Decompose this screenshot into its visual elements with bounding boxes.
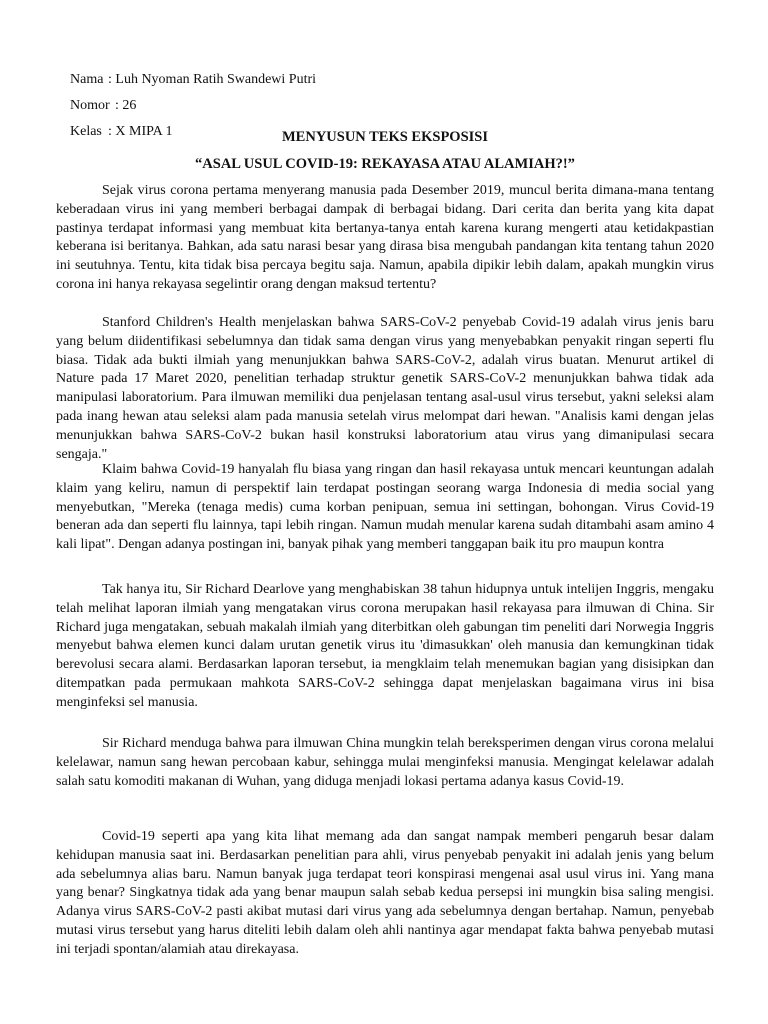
class-value: : X MIPA 1 [108, 123, 173, 139]
paragraph-intro: Sejak virus corona pertama menyerang manusia pada Desember 2019, muncul berita dimana-mana tentang keberadaan virus ini yang memberi berbagai dampak di berbagai bidang. Dari cerita dan berita yang kita dapat pastinya terdapat informasi yang membuat kita bertanya-tanya entah karena kurang mengerti atau ketidakpastian keberana isi beritanya. Bahkan, ada satu narasi besar yang dirasa bisa mengubah pandangan kita tentang tahun 2020 ini seutuhnya. Tentu, kita tidak bisa percaya begitu saja. Namun, apabila dipikir lebih dalam, apakah mungkin virus corona ini hanya rekayasa segelintir orang dengan maksud tertentu? [56, 183, 714, 292]
number-value: : 26 [115, 97, 137, 113]
paragraph-dearlove: Tak hanya itu, Sir Richard Dearlove yang menghabiskan 38 tahun hidupnya untuk intelijen Inggris, mengaku telah melihat laporan ilmiah yang mengatakan virus corona merupakan hasil rekayasa para ilmuwan di China. Sir Richard juga mengatakan, sebuah makalah ilmiah yang diterbitkan oleh gabungan tim peneliti dari Norwegia Inggris menyebut bahwa elemen kunci dalam urutan genetik virus itu 'dimasukkan' oleh manusia dan kemungkinan tidak berevolusi secara alami. Berdasarkan laporan tersebut, ia mengklaim telah menemukan bagian yang disisipkan dan ditempatkan pada permukaan mahkota SARS-CoV-2 sehingga dapat menjelaskan bagaimana virus ini bisa menginfeksi sel manusia. [56, 582, 714, 710]
document-subtitle: “ASAL USUL COVID-19: REKAYASA ATAU ALAMIAH?!” [195, 156, 575, 172]
paragraph-claim: Klaim bahwa Covid-19 hanyalah flu biasa yang ringan dan hasil rekayasa untuk mencari keuntungan adalah klaim yang keliru, namun di perspektif lain terdapat postingan seorang warga Indonesia di media social yang menyebutkan, "Mereka (tenaga medis) cuma korban penipuan, semua ini settingan, bohongan. Virus Covid-19 beneran ada dan seperti flu lainnya, tapi lebih ringan. Namun mudah menular karena sudah ditambahi asam amino 4 kali lipat". Dengan adanya postingan ini, banyak pihak yang memberi tanggapan baik itu pro maupun kontra [56, 462, 714, 553]
paragraph-stanford: Stanford Children's Health menjelaskan bahwa SARS-CoV-2 penyebab Covid-19 adalah virus jenis baru yang belum diidentifikasi sebelumnya dan tidak sama dengan virus yang menyebabkan penyakit ringan seperti flu biasa. Tidak ada bukti ilmiah yang menunjukkan bahwa SARS-CoV-2, adalah virus buatan. Menurut artikel di Nature pada 17 Maret 2020, penelitian terhadap struktur genetik SARS-CoV-2 menunjukkan bahwa tidak ada manipulasi laboratorium. Para ilmuwan memiliki dua penjelasan tentang asal-usul virus tersebut, yakni seleksi alam pada inang hewan atau seleksi alam pada manusia setelah virus melompat dari hewan. "Analisis kami dengan jelas menunjukkan bahwa SARS-CoV-2 bukan hasil konstruksi laboratorium atau virus yang dimanipulasi secara sengaja." [56, 315, 714, 462]
name-label: Nama [70, 71, 104, 87]
paragraph-conclusion: Covid-19 seperti apa yang kita lihat memang ada dan sangat nampak memberi pengaruh besar dalam kehidupan manusia saat ini. Berdasarkan penelitian para ahli, virus penyebab penyakit ini adalah jenis yang belum ada sebelumnya alias baru. Namun banyak juga terdapat teori konspirasi mengenai asal usul virus ini. Yang mana yang benar? Singkatnya tidak ada yang benar maupun salah sebab kedua persepsi ini mungkin bisa saling mengisi. Adanya virus SARS-CoV-2 pasti akibat mutasi dari virus yang ada sebelumnya dengan bertahap. Namun, penyebab mutasi virus tersebut yang harus diteliti lebih dalam oleh ahli nantinya agar mendapat fakta bahwa penyebab mutasi ini terjadi spontan/alamiah atau direkayasa. [56, 829, 714, 957]
name-value: : Luh Nyoman Ratih Swandewi Putri [108, 71, 317, 87]
document-title: MENYUSUN TEKS EKSPOSISI [281, 129, 489, 145]
paragraph-bats: Sir Richard menduga bahwa para ilmuwan China mungkin telah bereksperimen dengan virus corona melalui kelelawar, namun sang hewan percobaan kabur, sehingga mulai menginfeksi manusia. Mengingat kelelawar adalah salah satu komoditi makanan di Wuhan, yang diduga menjadi lokasi pertama adanya kasus Covid-19. [56, 736, 714, 789]
number-label: Nomor [70, 97, 110, 113]
class-label: Kelas [70, 123, 102, 139]
